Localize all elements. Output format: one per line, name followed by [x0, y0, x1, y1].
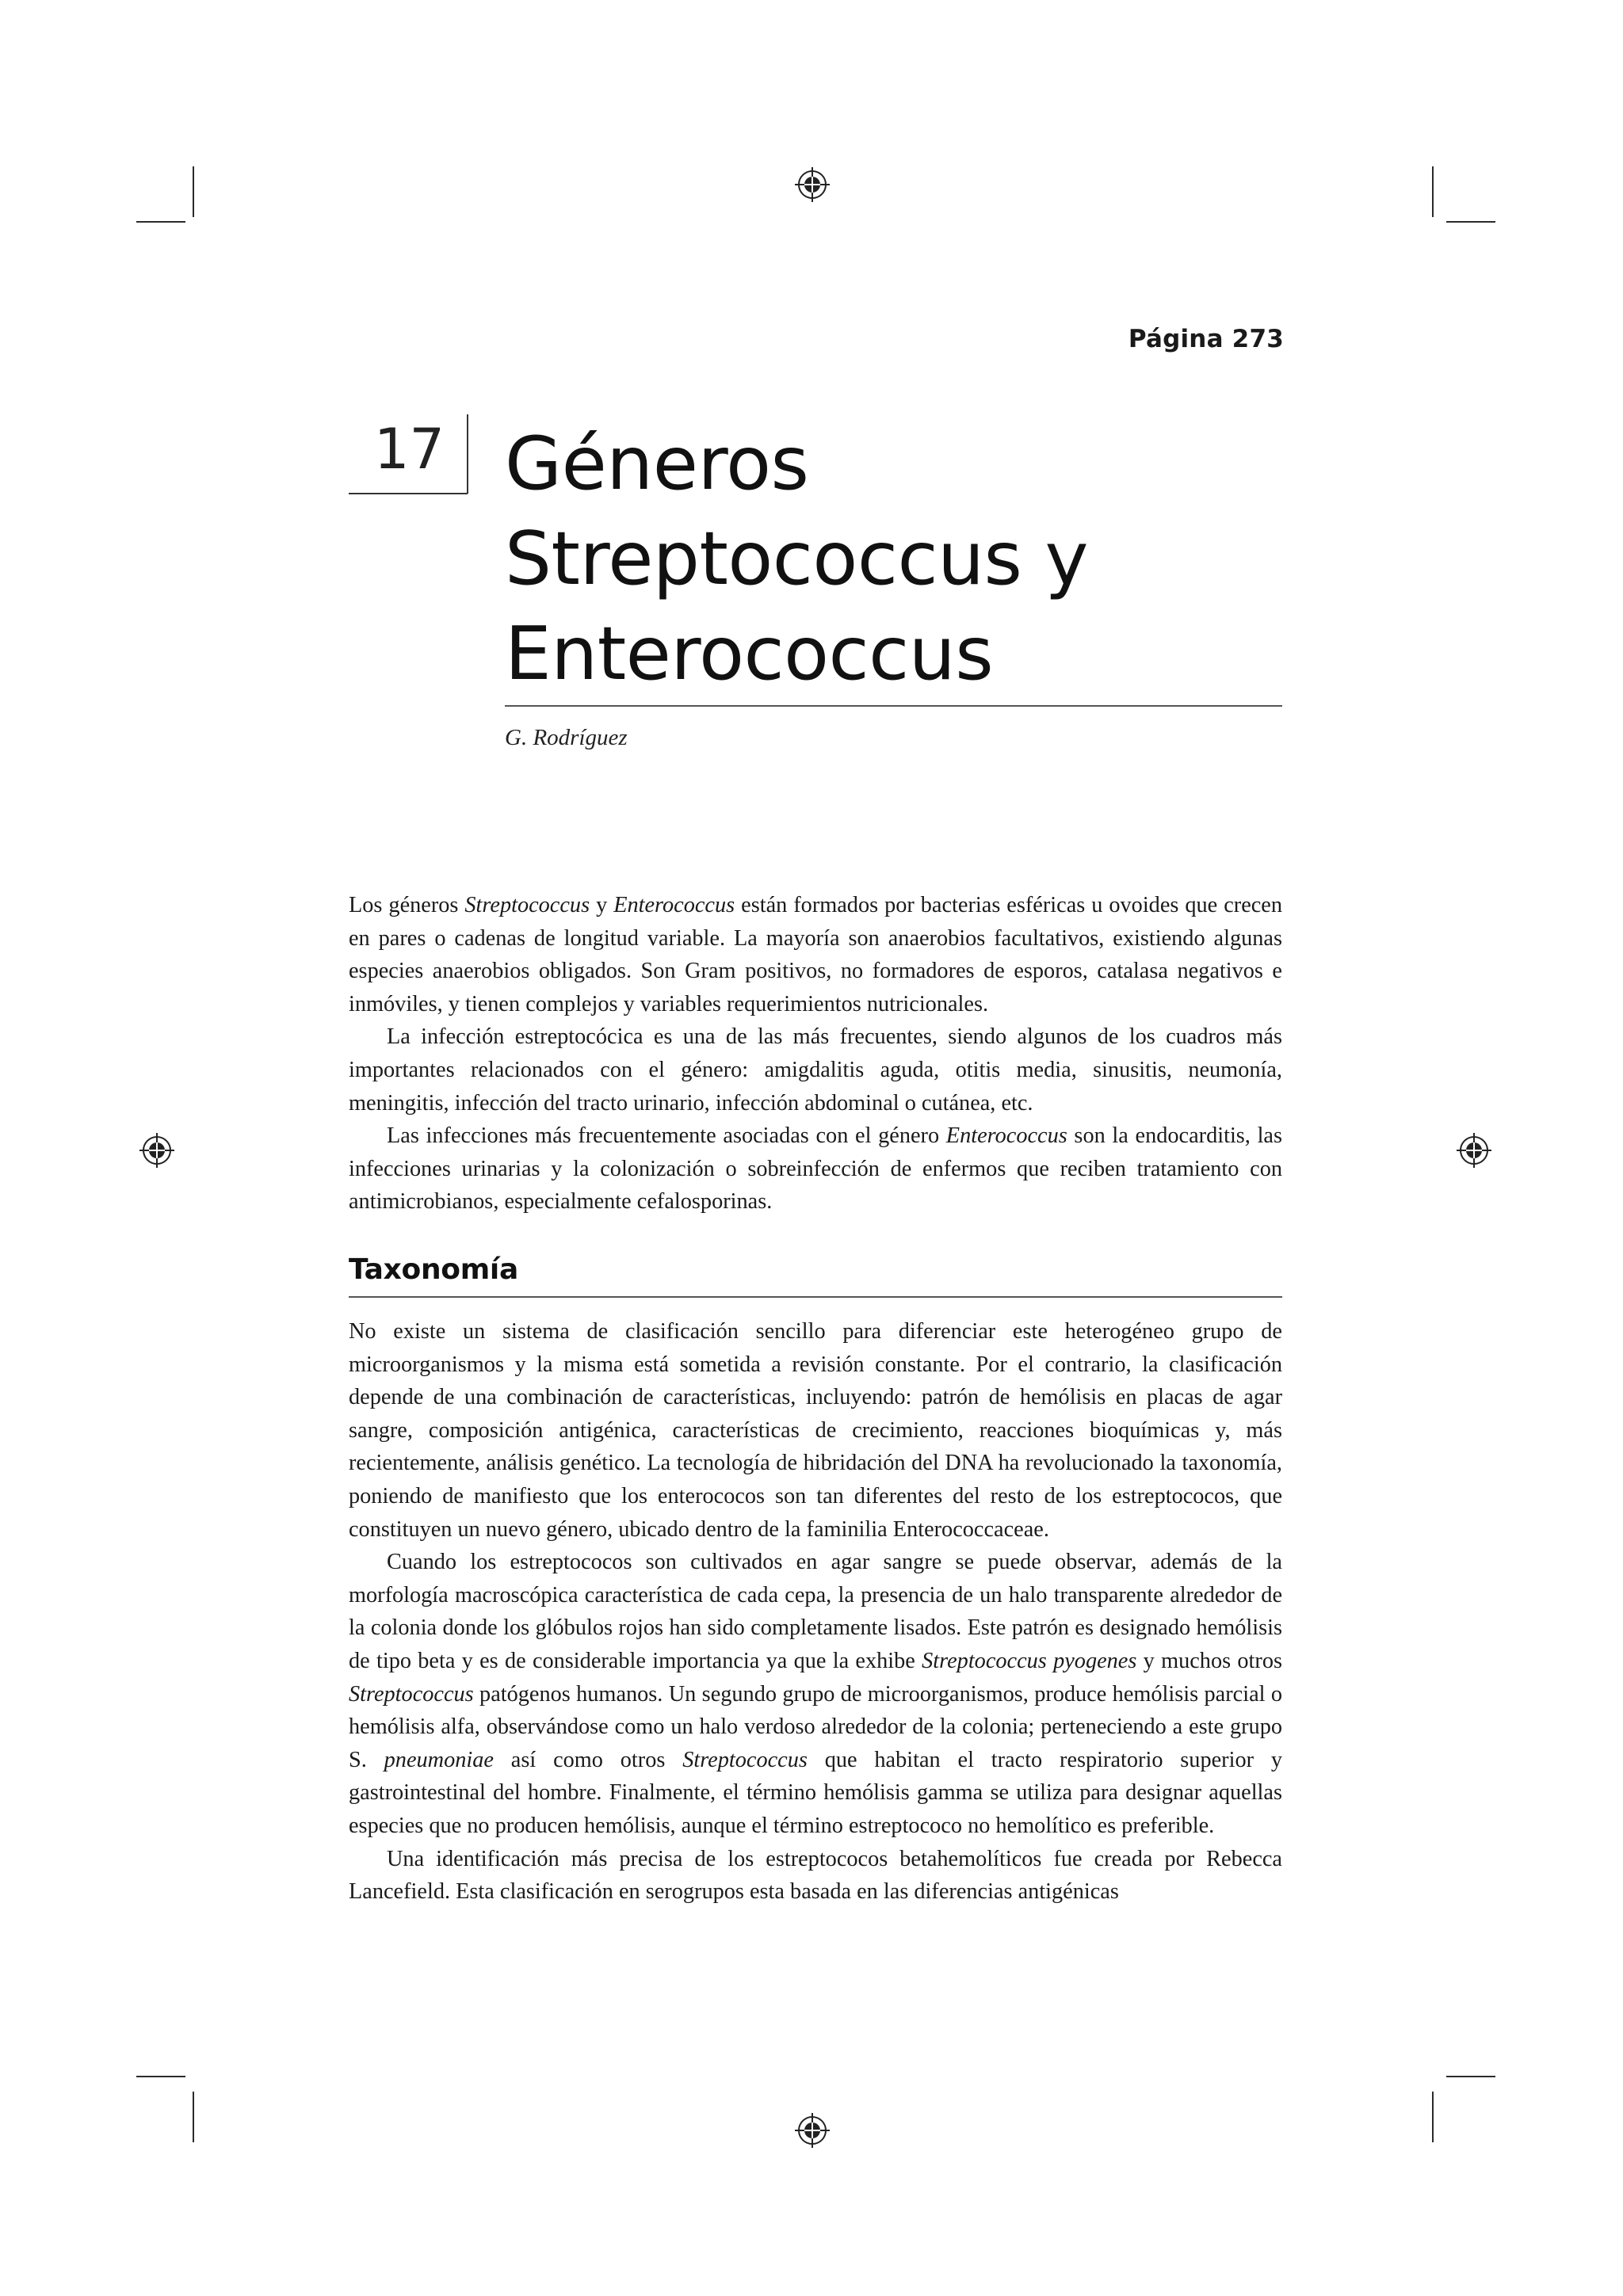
chapter-title-line: Géneros [505, 421, 809, 506]
intro-paragraph: La infección estreptocócica es una de las más frecuentes, siendo algunos de los cuadros más importantes relacionados con el género: amigdalitis aguda, otitis media, sinusitis, neumonía, meningitis, infección del tracto urinario, infección abdominal o cutánea, etc. [349, 1024, 1282, 1116]
genus-name: Streptococcus [682, 1747, 808, 1772]
crop-mark [1446, 221, 1495, 223]
crop-mark [193, 2092, 194, 2142]
registration-mark-icon [139, 1133, 174, 1168]
genus-name: Enterococcus [945, 1123, 1067, 1149]
crop-mark [1446, 2076, 1495, 2077]
text-run: son la endocarditis, las infecciones urinarias y la colonización o sobreinfección de enfermos que reciben tratamiento con antimicrobianos, especialmente cefalosporinas. [349, 1123, 1282, 1215]
text-run: que habitan el tracto respiratorio superior y gastrointestinal del hombre. Finalmente, el término hemólisis gamma se utiliza para designar aquellas especies que no producen hemólisis, aunque el término estreptococo no hemolítico es preferible. [349, 1747, 1282, 1838]
text-run: patógenos humanos. Un segundo grupo de microorganismos, produce hemólisis parcial o hemólisis alfa, observándose como un halo verdoso alrededor de la colonia; perteneciendo a este grupo S. [349, 1681, 1282, 1772]
taxonomy-paragraph: Una identificación más precisa de los estreptococos betahemolíticos fue creada por Rebecca Lancefield. Esta clasificación en serogrupos esta basada en las diferencias antigénicas [349, 1846, 1282, 1905]
text-run: están formados por bacterias esféricas u ovoides que crecen en pares o cadenas de longitud variable. La mayoría son anaerobios facultativos, existiendo algunas especies anaerobios obligados. Son Gram positivos, no formadores de esporos, catalasa negativos e inmóviles, y tienen complejos y variables requerimientos nutricionales. [349, 893, 1283, 1016]
chapter-author: G. Rodríguez [505, 725, 628, 750]
crop-mark [1432, 166, 1434, 217]
text-run: así como otros [493, 1747, 683, 1772]
registration-mark-icon [795, 2113, 830, 2148]
text-run: Cuando los estreptococos son cultivados en agar sangre se puede observar, además de la morfología macroscópica característica de cada cepa, la presencia de un halo transparente alrededor de la colonia donde los glóbulos rojos han sido completamente lisados. Este patrón es designado hemólisis de tipo beta y es de considerable importancia ya que la exhibe [349, 1550, 1282, 1673]
chapter-number-divider [467, 414, 468, 494]
title-rule [505, 705, 1282, 707]
species-name: pneumoniae [384, 1747, 494, 1772]
intro-paragraph [349, 889, 1282, 1020]
genus-name: Streptococcus [464, 893, 590, 917]
registration-mark-icon [795, 167, 830, 202]
text-run: Los géneros [349, 893, 465, 917]
chapter-number-underline [349, 493, 468, 494]
text-run: Las infecciones más frecuentemente asociadas con el género [387, 1123, 946, 1149]
section-heading-taxonomy: Taxonomía [349, 1253, 518, 1286]
crop-mark [136, 221, 185, 223]
crop-mark [136, 2076, 185, 2077]
chapter-title [505, 416, 1281, 701]
species-name: Streptococcus pyogenes [922, 1648, 1137, 1673]
intro-section [349, 889, 1282, 1219]
section-rule [349, 1296, 1282, 1298]
taxonomy-paragraph [349, 1546, 1282, 1842]
chapter-number: 17 [374, 417, 445, 482]
crop-mark [1432, 2092, 1434, 2142]
registration-mark-icon [1457, 1133, 1491, 1168]
text-run: y muchos otros [1136, 1648, 1282, 1673]
text-run: y [590, 893, 614, 917]
crop-mark [193, 166, 194, 217]
intro-paragraph [349, 1119, 1282, 1219]
chapter-title-line: Enterococcus [505, 611, 994, 696]
taxonomy-section [349, 1315, 1282, 1909]
genus-name: Enterococcus [613, 893, 735, 917]
chapter-title-line: Streptococcus y [505, 516, 1089, 601]
taxonomy-paragraph: No existe un sistema de clasificación sencillo para diferenciar este heterogéneo grupo de microorganismos y la misma está sometida a revisión constante. Por el contrario, la clasificación depende de una combinación de características, incluyendo: patrón de hemólisis en placas de agar sangre, composición antigénica, características de crecimiento, reacciones bioquímicas y, más recientemente, análisis genético. La tecnología de hibridación del DNA ha revolucionado la taxonomía, poniendo de manifiesto que los enterococos son tan diferentes del resto de los estreptococos, que constituyen un nuevo género, ubicado dentro de la faminilia Enterococcaceae. [349, 1319, 1282, 1542]
page-number: Página 273 [1128, 325, 1284, 353]
genus-name: Streptococcus [349, 1681, 474, 1707]
